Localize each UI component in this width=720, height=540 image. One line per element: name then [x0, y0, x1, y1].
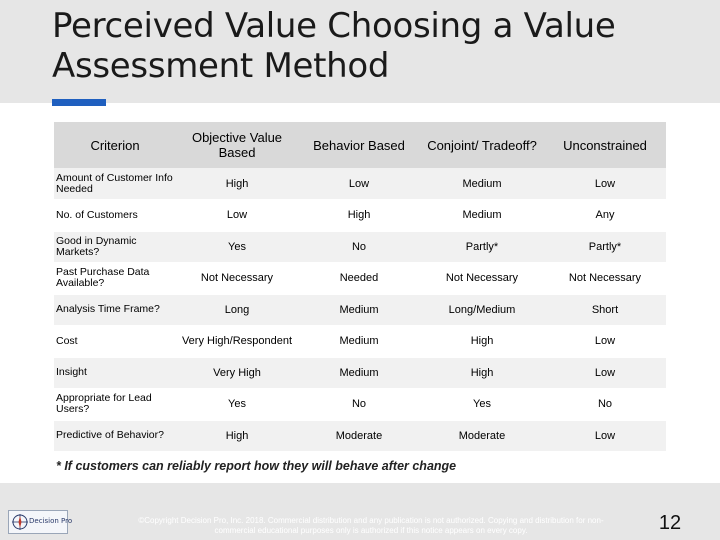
- table-cell: Yes: [176, 231, 298, 263]
- table-cell: Low: [544, 326, 666, 358]
- table-cell: Partly*: [544, 231, 666, 263]
- table-row: [54, 357, 666, 389]
- table-cell: High: [420, 357, 544, 389]
- table-cell: Any: [544, 200, 666, 232]
- table-row: [54, 263, 666, 295]
- table-cell: Low: [298, 168, 420, 200]
- table-row: [54, 168, 666, 200]
- header-objective-value-based: Objective Value Based: [176, 122, 298, 168]
- table-cell: Low: [544, 357, 666, 389]
- table-cell: Not Necessary: [420, 263, 544, 295]
- slide-title-line-2: Assessment Method: [52, 46, 390, 86]
- table-cell: Not Necessary: [544, 263, 666, 295]
- table-row: [54, 326, 666, 358]
- table-cell: Needed: [298, 263, 420, 295]
- table-cell: Very High/Respondent: [176, 326, 298, 358]
- table-cell: Low: [544, 420, 666, 452]
- criterion-cell: Past Purchase Data Available?: [54, 263, 176, 295]
- slide-title: [52, 6, 692, 86]
- table-cell: Medium: [420, 168, 544, 200]
- footnote: * If customers can reliably report how they will behave after change: [56, 459, 457, 473]
- table-cell: Short: [544, 294, 666, 326]
- table-cell: No: [298, 231, 420, 263]
- table-header-row: [54, 122, 666, 168]
- company-logo: [8, 510, 73, 534]
- logo-text: Decision Pro: [29, 517, 73, 525]
- table-cell: Very High: [176, 357, 298, 389]
- table-cell: Partly*: [420, 231, 544, 263]
- table-cell: No: [298, 389, 420, 421]
- copyright-notice: ©Copyright Decision Pro, Inc. 2018. Commercial distribution and any publication is not authorized. Copying and distribution for non-commercial educational purposes only is authorized if this notice appears on every copy.: [138, 516, 604, 535]
- table-cell: Medium: [298, 326, 420, 358]
- table-row: [54, 231, 666, 263]
- table-row: [54, 420, 666, 452]
- table-row: [54, 294, 666, 326]
- slide-title-line-1: Perceived Value Choosing a Value: [52, 6, 616, 46]
- table-cell: High: [298, 200, 420, 232]
- table-cell: Medium: [298, 357, 420, 389]
- compass-logo-icon: [11, 513, 29, 531]
- header-criterion: Criterion: [54, 122, 176, 168]
- criterion-cell: Analysis Time Frame?: [54, 294, 176, 326]
- table-cell: Medium: [298, 294, 420, 326]
- table-cell: Moderate: [298, 420, 420, 452]
- table-cell: Medium: [420, 200, 544, 232]
- table-cell: Moderate: [420, 420, 544, 452]
- criterion-cell: Insight: [54, 357, 176, 389]
- criterion-cell: Appropriate for Lead Users?: [54, 389, 176, 421]
- title-accent-bar: [52, 99, 106, 106]
- criterion-cell: Amount of Customer Info Needed: [54, 168, 176, 200]
- table-cell: Long: [176, 294, 298, 326]
- header-unconstrained: Unconstrained: [544, 122, 666, 168]
- criterion-cell: Cost: [54, 326, 176, 358]
- table-cell: Low: [176, 200, 298, 232]
- criterion-cell: Good in Dynamic Markets?: [54, 231, 176, 263]
- table-cell: Low: [544, 168, 666, 200]
- table-cell: Yes: [420, 389, 544, 421]
- table-row: [54, 389, 666, 421]
- table-cell: Not Necessary: [176, 263, 298, 295]
- criterion-cell: No. of Customers: [54, 200, 176, 232]
- comparison-table: [54, 122, 666, 452]
- table-cell: Yes: [176, 389, 298, 421]
- table-row: [54, 200, 666, 232]
- header-conjoint-tradeoff: Conjoint/ Tradeoff?: [420, 122, 544, 168]
- table-cell: Long/Medium: [420, 294, 544, 326]
- table-cell: High: [176, 420, 298, 452]
- table-cell: High: [176, 168, 298, 200]
- header-behavior-based: Behavior Based: [298, 122, 420, 168]
- criterion-cell: Predictive of Behavior?: [54, 420, 176, 452]
- table-cell: No: [544, 389, 666, 421]
- page-number: 12: [658, 512, 682, 534]
- table-cell: High: [420, 326, 544, 358]
